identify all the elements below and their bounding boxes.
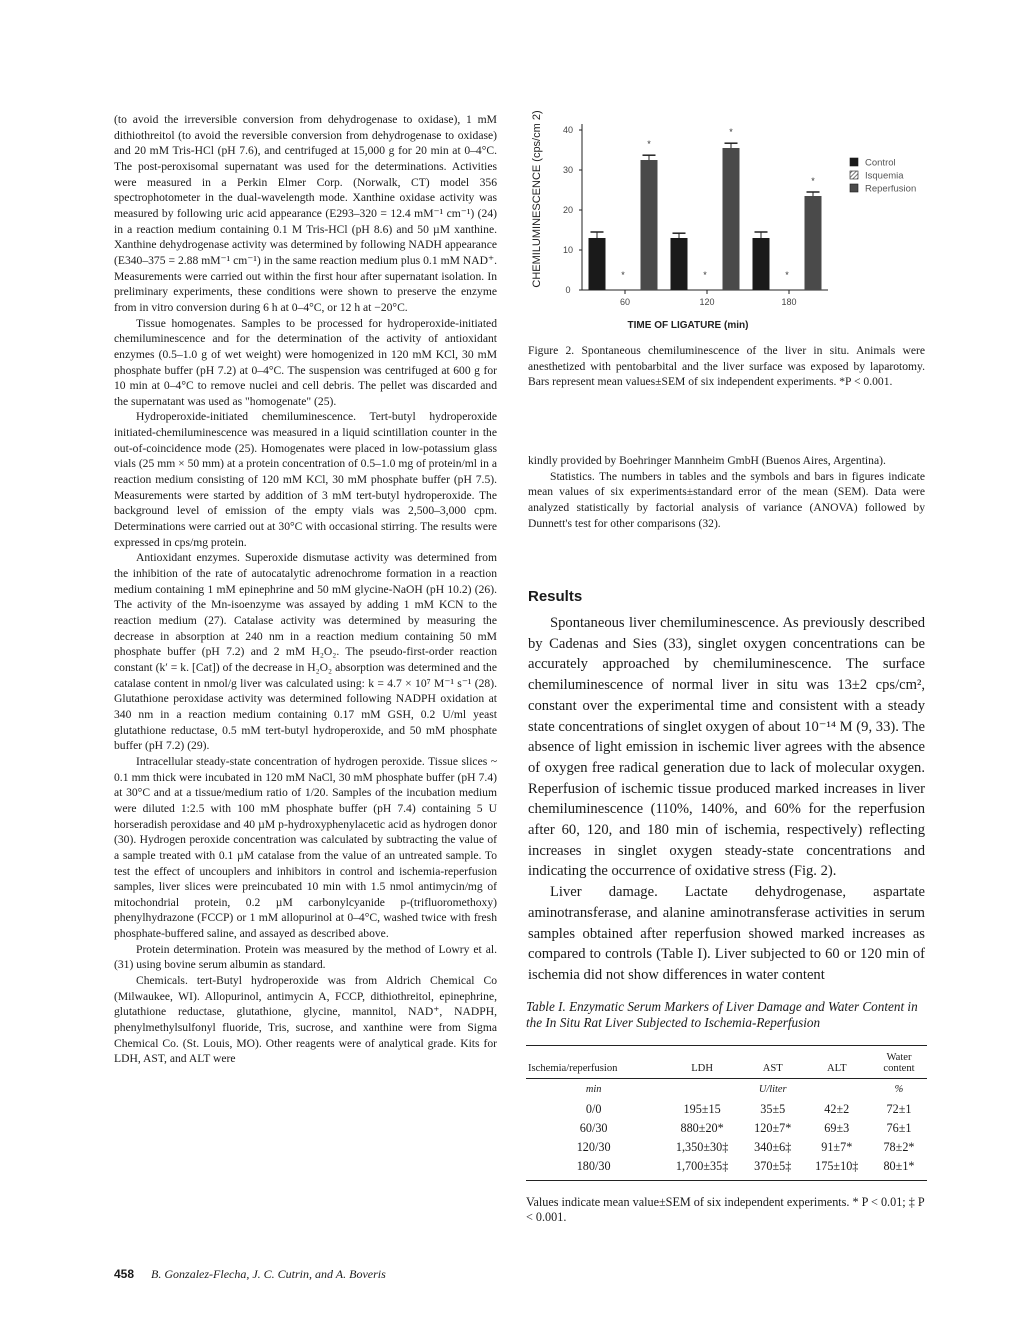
column-header: Ischemia/reperfusion bbox=[526, 1046, 661, 1079]
significance-star: * bbox=[703, 270, 707, 280]
methods-paragraph: Intracellular steady-state concentration of hydrogen peroxide. Tissue slices ~ 0.1 mm thick were incubated in 120 mM NaCl, 30 mM phosphate buffer (pH 7.4) at 30°C and at a tissue/medium ratio of 1/20. Samples of the incubation medium were diluted 1:2.5 with 100 mM phosphate buffer (pH 7.4) containing 5 U horseradish peroxidase and 40 µM p-hydroxyphenylacetic acid as hydrogen donor (30). Hydrogen peroxide concentration was calculated by subtracting the value of a sample treated with 0.1 µM catalase from the value of an untreated sample. To test the effect of uncouplers and inhibitors in control and ischemia-reperfusion samples, liver slices were preincubated 10 min with 1.5 nmol antimycin/mg of mitochondrial protein, 0.2 µM carbonylcyanide p-(trifluoromethoxy) phenylhydrazone (FCCP) or 1 mM allopurinol at 0–4°C, washed twice with fresh phosphate-buffered saline, and assayed as described above. bbox=[114, 754, 497, 941]
serum-markers-table bbox=[526, 1045, 927, 1181]
x-tick-label: 120 bbox=[699, 297, 715, 307]
table-cell: 78±2* bbox=[883, 1140, 915, 1154]
significance-star: * bbox=[621, 270, 625, 280]
results-heading: Results bbox=[528, 588, 583, 605]
methods-paragraph: Hydroperoxide-initiated chemiluminescence. Tert-butyl hydroperoxide initiated-chemiluminescence was measured in a liquid scintillation counter in the out-of-coincidence mode (25). Homogenates were placed in low-potassium glass vials (25 mm × 50 mm) at a protein concentration of 0.5–1.0 mg of protein/ml in a reaction medium consisting of 120 mM KCl, 30 mM phosphate buffer (pH 7.5). Measurements were started by addition of 3 mM tert-butyl hydroperoxide. The background level of emission of the empty vials was 2,500–3,000 cpm. Determinations were carried out at 30°C with occasional stirring. The results were expressed in cps/mg protein. bbox=[114, 410, 497, 549]
chart-bar bbox=[723, 148, 740, 290]
unit-cell: U/liter bbox=[758, 1084, 787, 1095]
table-cell: 195±15 bbox=[683, 1102, 721, 1116]
x-axis-label: TIME OF LIGATURE (min) bbox=[627, 320, 749, 331]
statistics-paragraph: Statistics. The numbers in tables and the symbols and bars in figures indicate mean values of six experiments±standard error of the mean (SEM). Data were analyzed statistically by factorial analysis of variance (ANOVA) followed by Dunnett's test for other comparisons (32). bbox=[528, 469, 925, 530]
table-cell: 35±5 bbox=[760, 1102, 786, 1116]
methods-paragraph: Protein determination. Protein was measured by the method of Lowry et al. (31) using bovine serum albumin as standard. bbox=[114, 942, 497, 972]
methods-paragraph: Chemicals. tert-Butyl hydroperoxide was from Aldrich Chemical Co (Milwaukee, WI). Allopurinol, antimycin A, FCCP, dithiothreitol, epinephrine, glutathione reductase, glutathione, glycine, mannitol, NAD⁺, NADPH, phenylmethylsulfonyl fluoride, Tris, sucrose, and xanthine were from Sigma Chemical Co. (St. Louis, MO). Other reagents were of analytical grade. Kits for LDH, AST, and ALT were bbox=[114, 974, 497, 1066]
table-cell: 120/30 bbox=[576, 1140, 611, 1154]
table-cell: 91±7* bbox=[821, 1140, 853, 1154]
chart-bar bbox=[753, 238, 770, 290]
table-cell: 72±1 bbox=[886, 1102, 912, 1116]
legend-label: Control bbox=[865, 157, 896, 169]
results-paragraph: Spontaneous liver chemiluminescence. As previously described by Cadenas and Sies (33), singlet oxygen concentrations can be accurately approached by chemiluminescence. The surface chemiluminescence of normal liver in situ was 13±2 cps/cm², constant over the experimental time and consistent with a steady state concentrations of singlet oxygen of about 10⁻¹⁴ M (9, 33). The absence of light emission in ischemic liver agrees with the absence of oxygen free radical generation due to lack of molecular oxygen. Reperfusion of ischemic tissue produced marked increases in liver chemiluminescence (110%, 140%, and 60% for the reperfusion after 60, 120, and 180 min of ischemia, respectively) reflecting increases in singlet oxygen steady-state concentrations and indicating the occurrence of oxidative stress (Fig. 2). bbox=[528, 615, 925, 880]
figure-2 bbox=[524, 104, 928, 336]
legend-label: Isquemia bbox=[865, 170, 904, 182]
x-tick-label: 180 bbox=[781, 297, 797, 307]
table-cell: 120±7* bbox=[754, 1121, 792, 1135]
results-paragraph: Liver damage. Lactate dehydrogenase, aspartate aminotransferase, and alanine aminotransferase activities in serum samples obtained after reperfusion showed marked increases as compared to controls (Table I). Liver subjected to 60 or 120 min of ischemia did not show differences in water content bbox=[528, 884, 925, 983]
table-cell: 1,350±30‡ bbox=[675, 1140, 729, 1154]
table-cell: 340±6‡ bbox=[754, 1140, 792, 1154]
chart-bar bbox=[671, 238, 688, 290]
chart-bar bbox=[805, 196, 822, 290]
column-header: LDH bbox=[661, 1046, 743, 1079]
table-cell: 76±1 bbox=[886, 1121, 912, 1135]
unit-cell bbox=[661, 1079, 743, 1101]
table-cell: 42±2 bbox=[824, 1102, 850, 1116]
column-header: ALT bbox=[803, 1046, 871, 1079]
significance-star: * bbox=[647, 139, 651, 150]
page-footer bbox=[114, 1267, 386, 1282]
methods-paragraph: (to avoid the irreversible conversion from dehydrogenase to oxidase), 1 mM dithiothreitol (to avoid the reversible conversion from dehydrogenase to oxidase) and 20 mM Tris-HCl (pH 7.6), and centrifuged at 15,000 g for 20 min at 0–4°C. The post-peroxisomal supernatant was used for the determinations. Activities were measured in a Perkin Elmer Corp. (Norwalk, CT) model 356 spectrophotometer in the dual-wavelength mode. Xanthine oxidase activity was measured by following uric acid appearance (E293–320 = 12.4 mM⁻¹ cm⁻¹) (24) in a reaction medium containing 0.1 M Tris-HCl (pH 8.6) and 50 µM xanthine. Xanthine dehydrogenase activity was determined by following NADH appearance (E340–375 = 2.88 mM⁻¹ cm⁻¹) in the same reaction medium plus 0.1 mM NAD⁺. Measurements were carried out within the first hour after supernatant isolation. In preliminary experiments, these conditions were shown to preserve the enzyme from in vitro conversion during 6 h at 0–4°C, or 12 h at −20°C. bbox=[114, 113, 497, 314]
table-cell: 69±3 bbox=[824, 1121, 850, 1135]
table-cell: 80±1* bbox=[871, 1157, 927, 1181]
y-tick-label: 20 bbox=[562, 205, 574, 215]
y-tick-label: 0 bbox=[565, 285, 571, 295]
methods-paragraph: Antioxidant enzymes. Superoxide dismutase activity was determined from the inhibition of the rate of autocatalytic adrenochrome formation in a reaction medium containing 1 mM epinephrine and 50 mM glycine-NaOH (pH 10.2) (26). The activity of the Mn-isoenzyme was assayed by adding 1 mM KCN to the reaction medium (27). Catalase activity was determined by measuring the decrease in absorption at 240 nm in a reaction medium containing 50 mM phosphate buffer (pH 7.2) and 2 mM H₂O₂. The pseudo-first-order reaction constant (k′ = k. [Cat]) of the decrease in H₂O₂ absorption was determined and the catalase content in nmol/g liver was calculated using: k = 4.7 × 10⁷ M⁻¹ s⁻¹ (28). Glutathione peroxidase activity was determined following NADPH oxidation at 340 nm in a reaction medium containing 0.17 mM GSH, 0.2 U/ml yeast glutathione reductase, 0.5 mM tert-butyl hydroperoxide, and 50 mM phosphate buffer (pH 7.2) (29). bbox=[114, 551, 497, 753]
table-cell: 370±5‡ bbox=[743, 1157, 803, 1181]
table-row bbox=[526, 1119, 927, 1138]
significance-star: * bbox=[785, 270, 789, 280]
legend-swatch bbox=[850, 184, 858, 192]
legend-label: Reperfusion bbox=[865, 183, 917, 195]
running-authors: B. Gonzalez-Flecha, J. C. Cutrin, and A. Boveris bbox=[151, 1267, 386, 1281]
table-cell: 175±10‡ bbox=[803, 1157, 871, 1181]
legend-swatch bbox=[850, 158, 858, 166]
table-row bbox=[526, 1138, 927, 1157]
table-row bbox=[526, 1100, 927, 1119]
table-cell: 60/30 bbox=[579, 1121, 608, 1135]
results-section bbox=[528, 588, 925, 986]
methods-paragraph: Tissue homogenates. Samples to be processed for hydroperoxide-initiated chemiluminescence and for the determination of the activity of antioxidant enzymes (0.5–1.0 g of wet weight) were homogenized in 120 mM KCl, 30 mM phosphate buffer (pH 7.2) at 0–4°C. The suspension was centrifuged at 600 g for 10 min at 0–4°C to remove nuclei and cell debris. The pellet was discarded and the supernatant was used as "homogenate" (25). bbox=[114, 316, 497, 408]
chart-bar bbox=[589, 238, 606, 290]
unit-cell bbox=[803, 1079, 871, 1101]
chemiluminescence-chart bbox=[524, 104, 928, 336]
unit-cell: % bbox=[894, 1084, 904, 1095]
y-axis-label: CHEMILUMINESCENCE (cps/cm 2) bbox=[531, 110, 543, 288]
y-tick-label: 10 bbox=[562, 245, 574, 255]
table-1 bbox=[526, 999, 927, 1225]
table-footnote: Values indicate mean value±SEM of six independent experiments. * P < 0.01; ‡ P < 0.001. bbox=[526, 1195, 925, 1224]
column-header: AST bbox=[743, 1046, 803, 1079]
y-tick-label: 40 bbox=[562, 125, 574, 135]
significance-star: * bbox=[811, 176, 815, 186]
right-column-top bbox=[528, 453, 925, 531]
table-row bbox=[526, 1157, 927, 1181]
table-cell: 1,700±35‡ bbox=[661, 1157, 743, 1181]
column-header: Water content bbox=[871, 1046, 927, 1079]
table-cell: 0/0 bbox=[585, 1102, 602, 1116]
figure-caption: Figure 2. Spontaneous chemiluminescence of the liver in situ. Animals were anesthetized with pentobarbital and the liver surface was exposed by laparotomy. Bars represent mean values±SEM of six independent experiments. *P < 0.001. bbox=[528, 344, 925, 389]
y-tick-label: 30 bbox=[562, 165, 574, 175]
table-caption: Table I. Enzymatic Serum Markers of Liver Damage and Water Content in the In Situ Rat Liver Subjected to Ischemia-Reperfusion bbox=[526, 999, 918, 1030]
table-cell: 880±20* bbox=[680, 1121, 724, 1135]
unit-cell: min bbox=[585, 1084, 602, 1095]
chemicals-continuation: kindly provided by Boehringer Mannheim GmbH (Buenos Aires, Argentina). bbox=[528, 454, 886, 467]
chart-bar bbox=[641, 160, 658, 290]
page-number: 458 bbox=[114, 1267, 135, 1281]
left-column bbox=[114, 112, 497, 1067]
x-tick-label: 60 bbox=[619, 297, 631, 307]
significance-star: * bbox=[729, 127, 733, 138]
legend-swatch bbox=[850, 171, 858, 179]
table-cell: 180/30 bbox=[526, 1157, 661, 1181]
